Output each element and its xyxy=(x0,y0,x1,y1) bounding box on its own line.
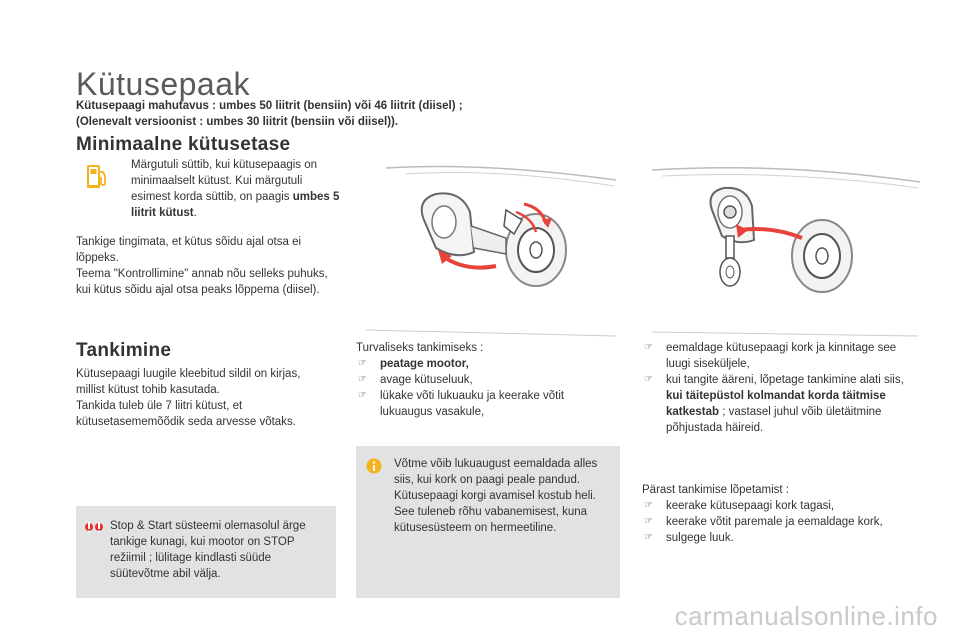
capacity-line-2: (Olenevalt versioonist : umbes 30 liitrit (bensiin või diisel)). xyxy=(76,116,399,128)
list-item xyxy=(642,530,910,546)
list-item-text: eemaldage kütusepaagi kork ja kinnitage see luugi siseküljele, xyxy=(666,342,897,370)
list-item-text: avage kütuseluuk, xyxy=(380,374,473,386)
after-refuel-block xyxy=(642,482,910,546)
bullet-mark-icon: ☞ xyxy=(644,342,653,353)
refuel-para-2: Tankida tuleb üle 7 liitri kütust, et kütusetasememõõdik seda arvesse võtaks. xyxy=(76,400,296,428)
info-box xyxy=(356,446,620,598)
bullet-mark-icon: ☞ xyxy=(358,358,367,369)
fuel-flap-illustration-1 xyxy=(346,160,622,338)
list-item xyxy=(356,388,616,420)
bullet-mark-icon: ☞ xyxy=(358,390,367,401)
list-item-bold: peatage mootor, xyxy=(380,358,469,370)
refuel-paragraphs xyxy=(76,366,331,430)
right-steps-block xyxy=(642,340,910,436)
bullet-mark-icon: ☞ xyxy=(358,374,367,385)
list-item-text: kui tangite ääreni, lõpetage tankimine alati siis, xyxy=(666,374,904,386)
list-item xyxy=(356,372,616,388)
safe-refuel-list xyxy=(356,356,616,420)
right-steps-list xyxy=(642,340,910,436)
min-level-para-2: Teema "Kontrollimine" annab nõu selleks puhuks, kui kütus sõidu ajal otsa peaks lõppema (diisel). xyxy=(76,268,328,296)
list-item-text: lükake võti lukuauku ja keerake võtit lukuaugus vasakule, xyxy=(380,390,565,418)
capacity-line-1: Kütusepaagi mahutavus : umbes 50 liitrit (bensiin) või 46 liitrit (diisel) ; xyxy=(76,100,463,112)
lamp-description xyxy=(131,157,341,221)
bullet-mark-icon: ☞ xyxy=(644,500,653,511)
refuel-heading: Tankimine xyxy=(76,340,172,361)
after-refuel-intro: Pärast tankimise lõpetamist : xyxy=(642,484,790,496)
list-item xyxy=(642,514,910,530)
watermark: carmanualsonline.info xyxy=(674,601,938,631)
bullet-mark-icon: ☞ xyxy=(644,516,653,527)
after-refuel-list xyxy=(642,498,910,546)
list-item-bold: kui täitepüstol kolmandat korda täitmise katkestab xyxy=(666,390,886,418)
fuel-cap-illustration-2 xyxy=(642,160,922,338)
lamp-text-end: . xyxy=(193,207,197,219)
lamp-text: Märgutuli süttib, kui kütusepaagis on minimaalselt kütust. Kui märgutuli esimest korda süttib, on paagis xyxy=(131,159,318,203)
bullet-mark-icon: ☞ xyxy=(644,374,653,385)
min-level-paragraphs xyxy=(76,234,331,298)
list-item xyxy=(642,498,910,514)
list-item xyxy=(356,356,616,372)
safe-refuel-block xyxy=(356,340,616,420)
list-item-text: keerake kütusepaagi kork tagasi, xyxy=(666,500,835,512)
info-text: Võtme võib lukuaugust eemaldada alles siis, kui kork on paagi peale pandud. Kütusepaagi korgi avamisel kostub heli. See tuleneb rõhu vabanemisest, kuna kütusesüsteem on hermeetiline. xyxy=(394,458,598,534)
tank-capacity-note xyxy=(76,98,536,130)
warning-text: Stop & Start süsteemi olemasolul ärge tankige kunagi, kui mootor on STOP režiimil ; lülitage kindlasti süüde süütevõtme abil välja. xyxy=(110,520,306,580)
lamp-text-bold: umbes 5 liitrit kütust xyxy=(131,191,340,219)
list-item-text: keerake võtit paremale ja eemaldage kork, xyxy=(666,516,883,528)
warning-icon xyxy=(84,520,104,538)
min-level-para-1: Tankige tingimata, et kütus sõidu ajal otsa ei lõppeks. xyxy=(76,236,302,264)
info-icon xyxy=(366,458,382,474)
list-item xyxy=(642,372,910,436)
page-title: Kütusepaak xyxy=(76,66,251,102)
list-item-text-end: ; vastasel juhul võib ületäitmine põhjustada häireid. xyxy=(666,406,882,434)
fuel-pump-icon xyxy=(86,162,110,190)
safe-refuel-intro: Turvaliseks tankimiseks : xyxy=(356,342,484,354)
min-level-heading: Minimaalne kütusetase xyxy=(76,134,291,155)
list-item-text: sulgege luuk. xyxy=(666,532,734,544)
warning-box xyxy=(76,506,336,598)
bullet-mark-icon: ☞ xyxy=(644,532,653,543)
refuel-para-1: Kütusepaagi luugile kleebitud sildil on kirjas, millist kütust tohib kasutada. xyxy=(76,368,301,396)
list-item xyxy=(642,340,910,372)
